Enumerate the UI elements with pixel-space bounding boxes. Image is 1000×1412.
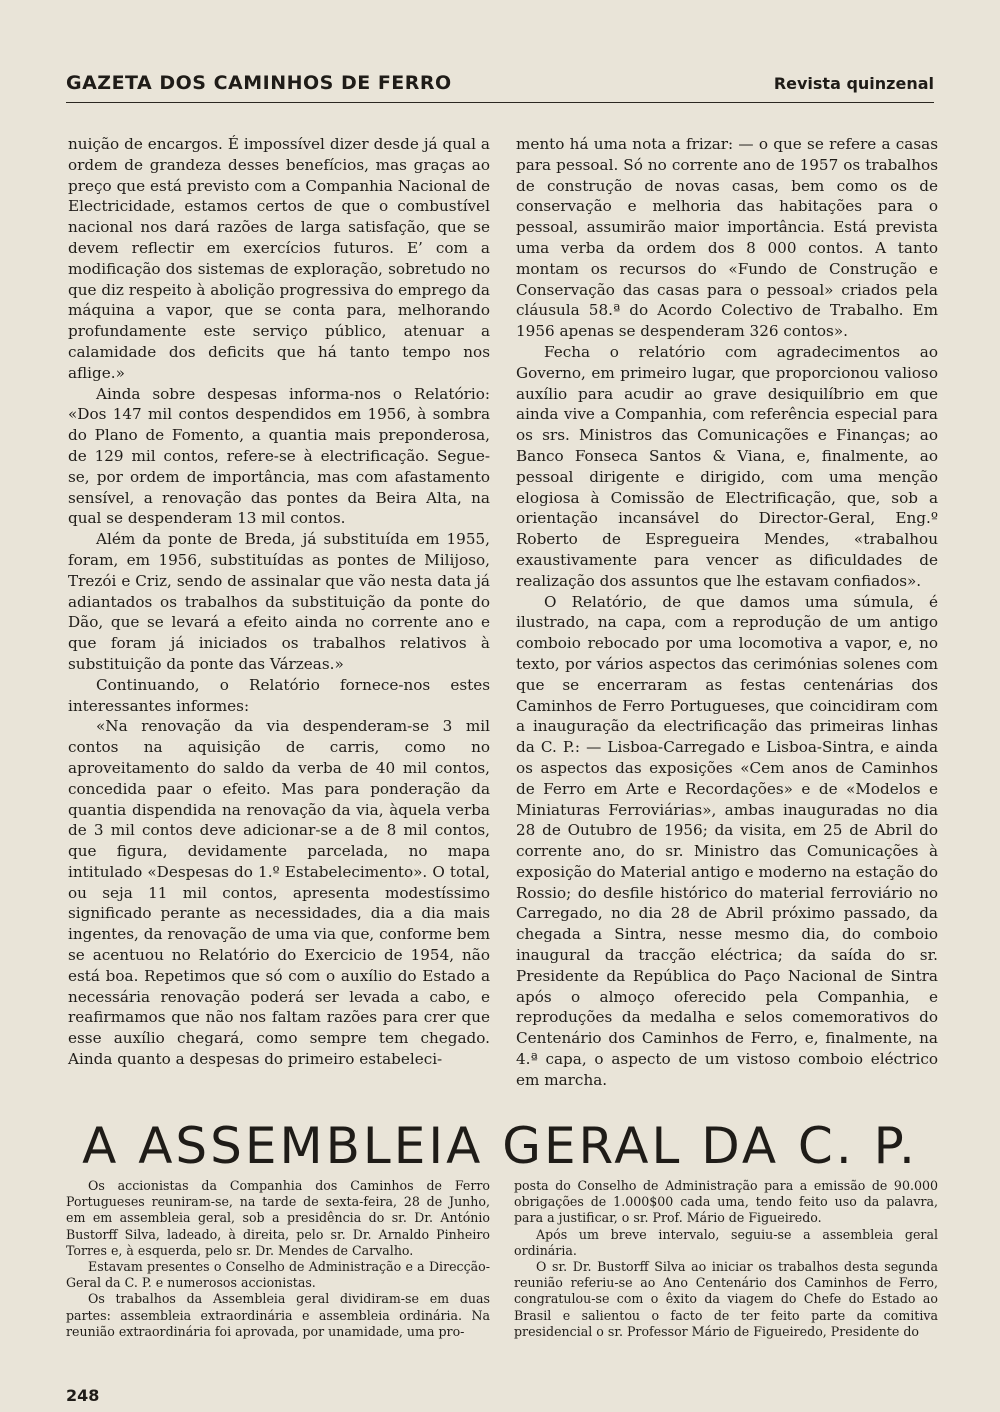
paragraph: Estavam presentes o Conselho de Administração e a Direcção-Geral da C. P. e numerosos accionistas.: [66, 1259, 490, 1291]
paragraph: posta do Conselho de Administração para a emissão de 90.000 obrigações de 1.000$00 cada uma, tendo feito uso da palavra, para a justificar, o sr. Prof. Mário de Figueiredo.: [514, 1178, 938, 1226]
article-headline: A ASSEMBLEIA GERAL DA C. P.: [82, 1117, 918, 1175]
assembly-column-left: [66, 1178, 490, 1340]
paragraph: O sr. Dr. Bustorff Silva ao iniciar os trabalhos desta segunda reunião referiu-se ao Ano Centenário dos Caminhos de Ferro, congratulou-se com o êxito da viagem do Chefe do Estado ao Brasil e salientou o facto de ter feito parte da comitiva presidencial o sr. Professor Mário de Figueiredo, Presidente do: [514, 1259, 938, 1339]
paragraph: O Relatório, de que damos uma súmula, é ilustrado, na capa, com a reprodução de um antigo comboio rebocado por uma locomotiva a vapor, e, no texto, por vários aspectos das cerimónias solenes com que se encerraram as festas centenárias dos Caminhos de Ferro Portugueses, que coincidiram com a inauguração da electrificação das primeiras linhas da C. P.: — Lisboa-Carregado e Lisboa-Sintra, e ainda os aspectos das exposições «Cem anos de Caminhos de Ferro em Arte e Recordações» e de «Modelos e Miniaturas Ferroviárias», ambas inauguradas no dia 28 de Outubro de 1956; da visita, em 25 de Abril do corrente ano, do sr. Ministro das Comunicações à exposição do Material antigo e moderno na estação do Rossio; do desfile histórico do material ferroviário no Carregado, no dia 28 de Abril próximo passado, da chegada a Sintra, nesse mesmo dia, do comboio inaugural da tracção eléctrica; da saída do sr. Presidente da República do Paço Nacional de Sintra após o almoço oferecido pela Companhia, e reproduções da medalha e selos comemorativos do Centenário dos Caminhos de Ferro, e, finalmente, na 4.ª capa, o aspecto de um vistoso comboio eléctrico em marcha.: [516, 592, 938, 1089]
paragraph: mento há uma nota a frizar: — o que se refere a casas para pessoal. Só no corrente ano de 1957 os trabalhos de construção de novas casas, bem como os de conservação e melhoria das habitações para o pessoal, assumirão maior importância. Está prevista uma verba da ordem dos 8 000 contos. A tanto montam os recursos do «Fundo de Construção e Conservação das casas para o pessoal» criados pela cláusula 58.ª do Acordo Colectivo de Trabalho. Em 1956 apenas se despenderam 326 contos».: [516, 135, 938, 341]
page-number: 248: [66, 1386, 100, 1405]
paragraph: Os accionistas da Companhia dos Caminhos de Ferro Portugueses reuniram-se, na tarde de sexta-feira, 28 de Junho, em em assembleia geral, sob a presidência do sr. Dr. António Bustorff Silva, ladeado, à direita, pelo sr. Dr. Arnaldo Pinheiro Torres e, à esquerda, pelo sr. Dr. Mendes de Carvalho.: [66, 1178, 490, 1258]
running-header: [66, 72, 934, 103]
paragraph: Continuando, o Relatório fornece-nos estes interessantes informes:: [68, 675, 490, 715]
assembly-column-right: [514, 1178, 938, 1340]
article-column-right: [516, 134, 938, 1091]
paragraph: nuição de encargos. É impossível dizer desde já qual a ordem de grandeza desses benefícios, mas graças ao preço que está previsto com a Companhia Nacional de Electricidade, estamos certos de que o combustível nacional nos dará razões de larga satisfação, que se devem reflectir em exercícios futuros. E’ com a modificação dos sistemas de exploração, sobretudo no que diz respeito à abolição progressiva do emprego da máquina a vapor, que se conta para, melhorando profundamente este serviço público, atenuar a calamidade dos deficits que há tanto tempo nos aflige.»: [68, 135, 490, 382]
article-column-left: [68, 134, 490, 1070]
magazine-title: GAZETA DOS CAMINHOS DE FERRO: [66, 72, 452, 94]
magazine-subtitle: Revista quinzenal: [773, 74, 934, 93]
paragraph: Após um breve intervalo, seguiu-se a assembleia geral ordinária.: [514, 1226, 938, 1258]
paragraph: «Na renovação da via despenderam-se 3 mil contos na aquisição de carris, como no aproveitamento do saldo da verba de 40 mil contos, concedida paar o efeito. Mas para ponderação da quantia dispendida na renovação da via, àquela verba de 3 mil contos deve adicionar-se a de 8 mil contos, que figura, devidamente parcelada, no mapa intitulado «Despesas do 1.º Estabelecimento». O total, ou seja 11 mil contos, apresenta modestíssimo significado perante as necessidades, dia a dia mais ingentes, da renovação de uma via que, conforme bem se acentuou no Relatório do Exercicio de 1954, não está boa. Repetimos que só com o auxílio do Estado a necessária renovação poderá ser levada a cabo, e reafirmamos que não nos faltam razões para crer que esse auxílio chegará, como sempre tem chegado. Ainda quanto a despesas do primeiro estabeleci-: [68, 717, 490, 1069]
paragraph: Além da ponte de Breda, já substituída em 1955, foram, em 1956, substituídas as pontes de Milijoso, Trezói e Criz, sendo de assinalar que vão nesta data já adiantados os trabalhos da substituição da ponte do Dão, que se levará a efeito ainda no corrente ano e que foram já iniciados os trabalhos relativos à substituição da ponte das Várzeas.»: [68, 530, 490, 673]
paragraph: Fecha o relatório com agradecimentos ao Governo, em primeiro lugar, que proporcionou valioso auxílio para acudir ao grave desiquilíbrio em que ainda vive a Companhia, com referência especial para os srs. Ministros das Comunicações e Finanças; ao Banco Fonseca Santos & Viana, e, finalmente, ao pessoal dirigente e dirigido, com uma menção elogiosa à Comissão de Electrificação, que, sob a orientação incansável do Director-Geral, Eng.º Roberto de Espregueira Mendes, «trabalhou exaustivamente para vencer as dificuldades de realização dos assuntos que lhe estavam confiados».: [516, 342, 938, 590]
paragraph: Os trabalhos da Assembleia geral dividiram-se em duas partes: assembleia extraordinária e assembleia ordinária. Na reunião extraordinária foi aprovada, por unamidade, uma pro-: [66, 1291, 490, 1339]
paragraph: Ainda sobre despesas informa-nos o Relatório: «Dos 147 mil contos despendidos em 1956, à sombra do Plano de Fomento, a quantia mais preponderosa, de 129 mil contos, refere-se à electrificação. Segue-se, por ordem de importância, mas com afastamento sensível, a renovação das pontes da Beira Alta, na qual se despenderam 13 mil contos.: [68, 384, 490, 528]
